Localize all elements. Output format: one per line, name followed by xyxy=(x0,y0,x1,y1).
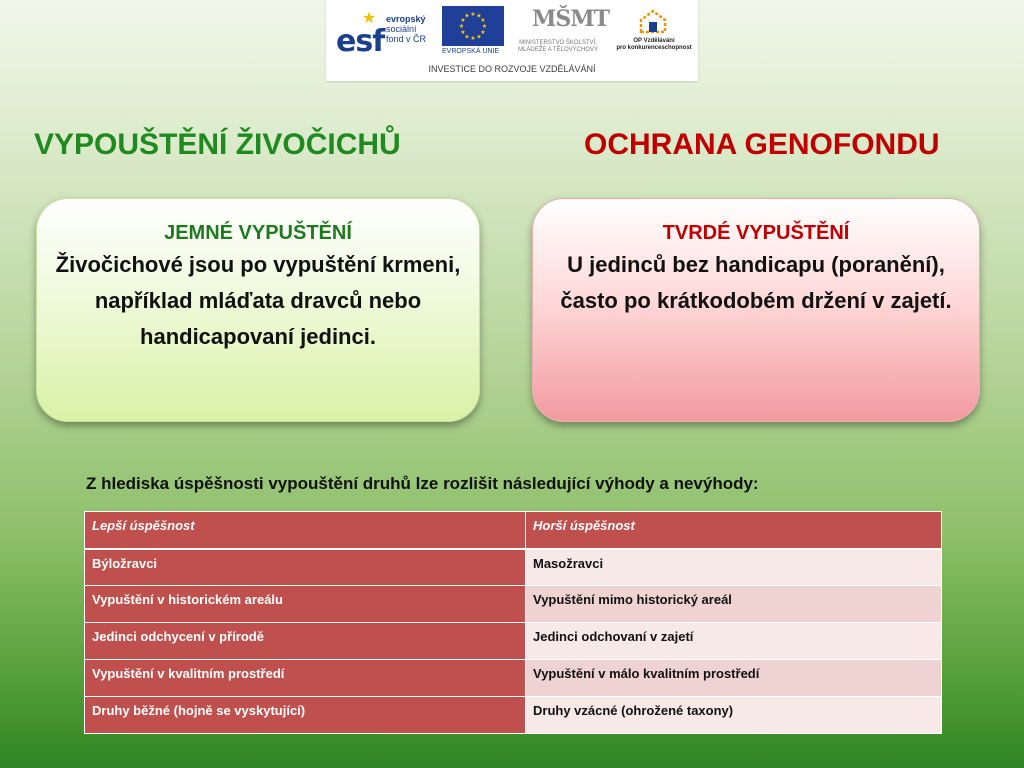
soft-release-heading: JEMNÉ VYPUŠTĚNÍ xyxy=(164,222,352,244)
success-comparison-table xyxy=(84,511,942,734)
msmt-logo xyxy=(510,4,609,60)
hard-release-heading: TVRDÉ VYPUŠTĚNÍ xyxy=(662,222,850,244)
table-header-row xyxy=(85,512,942,549)
svg-text:★: ★ xyxy=(470,12,476,18)
eu-flag-icon xyxy=(442,6,504,46)
table-cell-worse: Masožravci xyxy=(526,549,942,586)
esf-logo xyxy=(334,6,434,60)
header-worse-success: Horší úspěšnost xyxy=(526,512,942,549)
svg-text:★: ★ xyxy=(470,36,476,42)
svg-text:★: ★ xyxy=(481,24,488,30)
table-row xyxy=(85,660,942,697)
logo-strip xyxy=(326,0,698,81)
table-cell-better: Býložravci xyxy=(85,549,526,586)
header-better-success: Lepší úspěšnost xyxy=(85,512,526,549)
table-cell-worse: Vypuštění v málo kvalitním prostředí xyxy=(526,660,942,697)
table-cell-worse: Druhy vzácné (ohrožené taxony) xyxy=(526,697,942,734)
svg-text:★: ★ xyxy=(458,24,465,30)
soft-release-box xyxy=(36,198,480,422)
title-gene-pool-protection: OCHRANA GENOFONDU xyxy=(584,128,940,161)
svg-text:★: ★ xyxy=(480,30,486,36)
table-cell-better: Jedinci odchycení v přírodě xyxy=(85,623,526,660)
table-row xyxy=(85,549,942,586)
star-icon: ★ xyxy=(362,10,377,27)
investment-tagline: INVESTICE DO ROZVOJE VZDĚLÁVÁNÍ xyxy=(428,64,596,74)
svg-text:★: ★ xyxy=(464,34,470,41)
title-release-animals: VYPOUŠTĚNÍ ŽIVOČICHŮ xyxy=(34,128,401,161)
table-row xyxy=(85,586,942,623)
table-cell-better: Vypuštění v historickém areálu xyxy=(85,586,526,623)
svg-text:★: ★ xyxy=(464,13,470,20)
msmt-logo-text: MINISTERSTVO ŠKOLSTVÍ, MLÁDEŽE A TĚLOVÝCHOVY xyxy=(518,40,598,53)
soft-release-text: Živočichové jsou po vypuštění krmeni, například mláďata dravců nebo handicapovaní jedinci. xyxy=(55,252,461,349)
svg-text:★: ★ xyxy=(476,34,482,41)
svg-text:★: ★ xyxy=(476,13,482,20)
comparison-subtitle: Z hlediska úspěšnosti vypouštění druhů lze rozlišit následující výhody a nevýhody: xyxy=(86,474,759,493)
svg-text:★: ★ xyxy=(460,18,466,24)
op-house-icon xyxy=(638,8,668,34)
hard-release-text: U jedinců bez handicapu (poranění), často po krátkodobém držení v zajetí. xyxy=(560,252,952,313)
hard-release-box xyxy=(532,198,980,422)
op-logo xyxy=(616,6,692,62)
table-cell-worse: Jedinci odchovaní v zajetí xyxy=(526,623,942,660)
eu-logo xyxy=(442,6,506,54)
svg-text:★: ★ xyxy=(480,18,486,24)
esf-logo-text: evropský sociální fond v ČR xyxy=(386,14,427,44)
table-cell-worse: Vypuštění mimo historický areál xyxy=(526,586,942,623)
msmt-logo-mark: MŠMT xyxy=(532,6,609,32)
table-row xyxy=(85,697,942,734)
eu-label: EVROPSKÁ UNIE xyxy=(442,48,500,55)
svg-text:★: ★ xyxy=(460,30,466,36)
op-logo-text: OP Vzdělávání pro konkurenceschopnost xyxy=(616,38,692,51)
table-row xyxy=(85,623,942,660)
table-cell-better: Vypuštění v kvalitním prostředí xyxy=(85,660,526,697)
table-cell-better: Druhy běžné (hojně se vyskytující) xyxy=(85,697,526,734)
esf-logo-mark: esf xyxy=(336,24,385,59)
